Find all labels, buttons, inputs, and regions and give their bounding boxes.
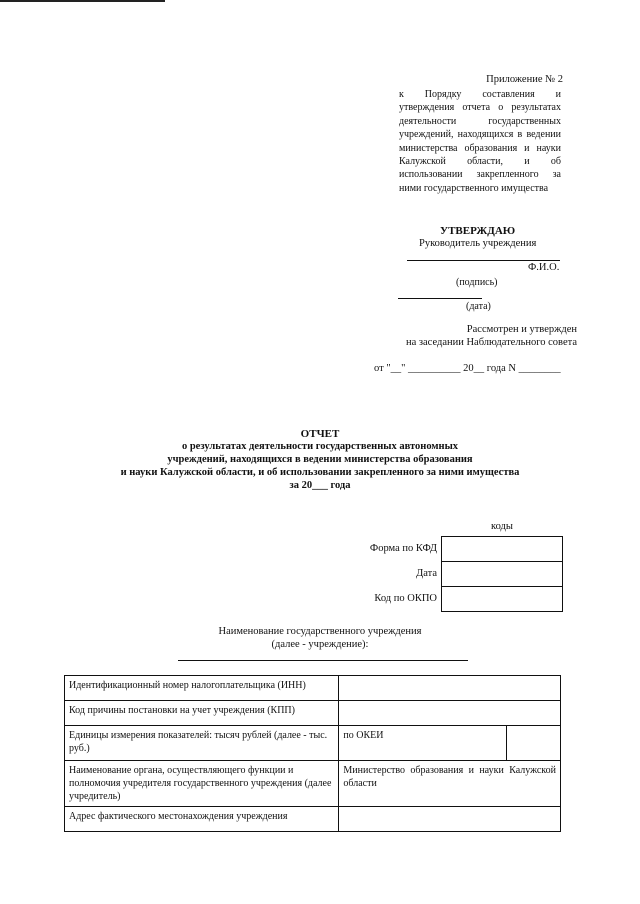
institution-info-table [64, 675, 561, 832]
institution-name-label: Наименование государственного учреждения [218, 626, 422, 637]
appendix-title: Приложение № 2 [486, 74, 563, 85]
inn-value[interactable] [339, 676, 561, 701]
approval-role: Руководитель учреждения [419, 238, 537, 249]
founder-value[interactable]: Министерство образования и науки Калужской области [339, 761, 561, 807]
report-line-4: за 20___ года [289, 480, 351, 491]
appendix-text: к Порядку составления и утверждения отчета о результатах деятельности государственных учреждений, находящихся в ведении министерства образования и науки Калужской области, и об использовании закрепленного за ними государственного имущества [399, 89, 561, 194]
kpp-value[interactable] [339, 701, 561, 726]
approval-title: УТВЕРЖДАЮ [440, 225, 516, 237]
council-line-2: на заседании Наблюдательного совета [405, 337, 577, 348]
code-cell-date[interactable] [442, 562, 563, 587]
report-line-2: учреждений, находящихся в ведении министерства образования [167, 454, 473, 465]
signature-caption: (подпись) [456, 277, 498, 288]
kpp-label: Код причины постановки на учет учреждения (КПП) [65, 701, 339, 726]
institution-name-line [178, 660, 468, 661]
council-line-1: Рассмотрен и утвержден [466, 324, 577, 335]
top-edge-rule [0, 0, 165, 2]
code-label-okpo: Код по ОКПО [374, 593, 437, 604]
codes-table [441, 536, 563, 612]
inn-label: Идентификационный номер налогоплательщика (ИНН) [65, 676, 339, 701]
report-title: ОТЧЕТ [300, 428, 340, 440]
units-okei-code[interactable] [507, 726, 561, 761]
units-okei-label: по ОКЕИ [339, 726, 507, 761]
code-label-date: Дата [416, 568, 437, 579]
date-caption: (дата) [466, 301, 491, 312]
code-cell-okpo[interactable] [442, 587, 563, 612]
report-line-1: о результатах деятельности государственных автономных [181, 441, 459, 452]
council-line-3: от "__" __________ 20__ года N ________ [374, 363, 561, 374]
address-label: Адрес фактического местонахождения учреждения [65, 807, 339, 832]
units-label: Единицы измерения показателей: тысяч рублей (далее - тыс. руб.) [65, 726, 339, 761]
founder-label: Наименование органа, осуществляющего функции и полномочия учредителя государственного учреждения (далее учредитель) [65, 761, 339, 807]
address-value[interactable] [339, 807, 561, 832]
date-line [398, 298, 482, 299]
signature-line [407, 260, 560, 261]
codes-header: коды [491, 521, 513, 532]
institution-name-note: (далее - учреждение): [271, 639, 369, 650]
report-line-3: и науки Калужской области, и об использовании закрепленного за ними имущества [120, 467, 520, 478]
approval-fio: Ф.И.О. [528, 262, 560, 273]
code-cell-kfd[interactable] [442, 537, 563, 562]
code-label-kfd: Форма по КФД [369, 543, 437, 554]
